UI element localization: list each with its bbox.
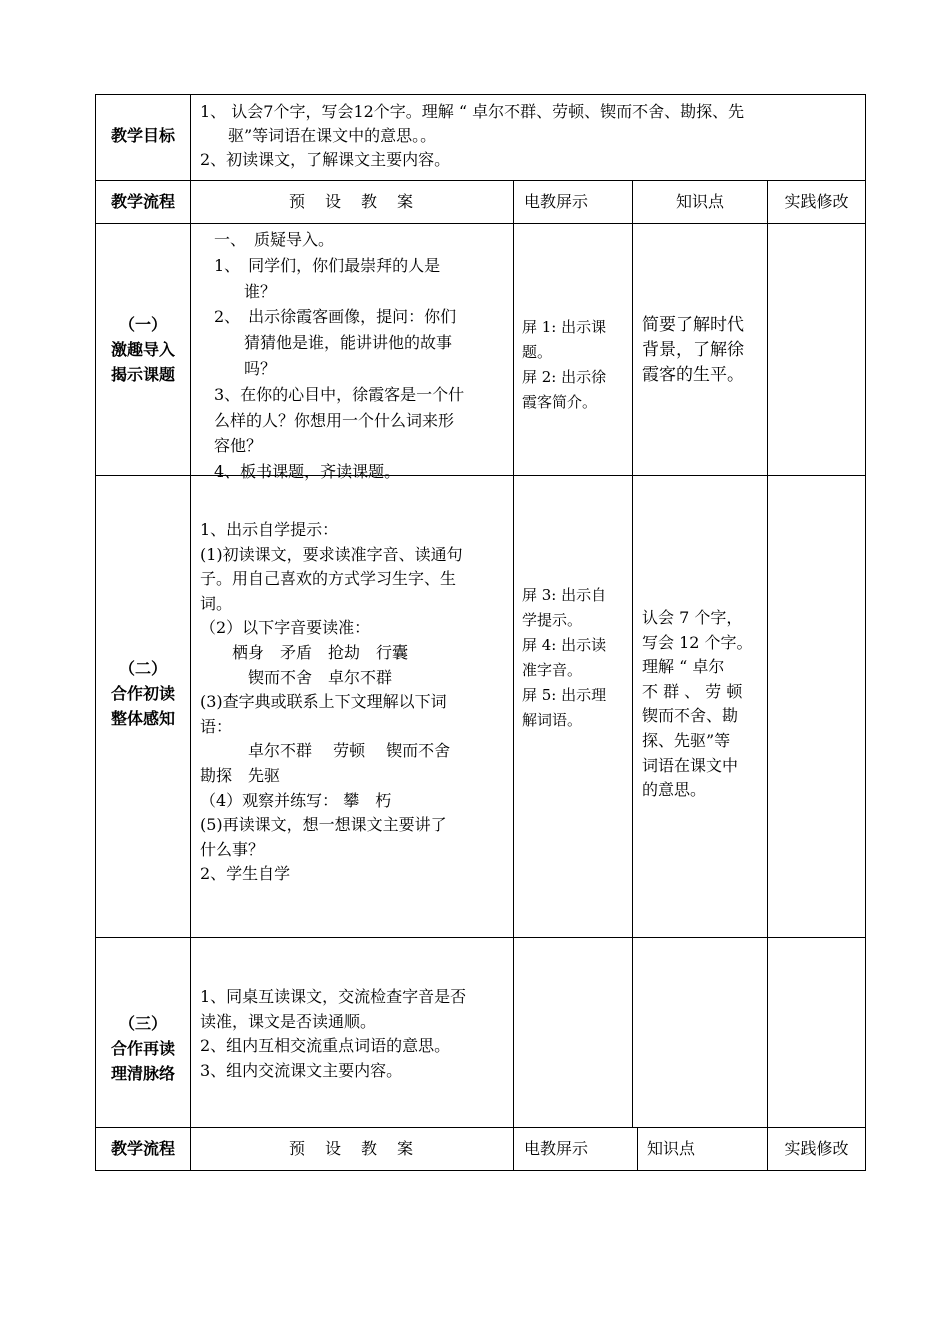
footer-screen: 电教屏示 — [524, 1139, 589, 1158]
knowledge-line: 探、先驱”等 — [642, 730, 731, 750]
section-3-plan — [200, 985, 508, 1083]
knowledge-line: 简要了解时代 — [642, 315, 744, 335]
goal-line: 1、 认会7个字，写会12个字。理解 “ 卓尔不群、劳顿、锲而不舍、勘探、先 — [200, 102, 745, 121]
section-3-title-line-1: 合作再读 — [110, 1039, 175, 1058]
plan-line: 3、组内交流课文主要内容。 — [200, 1060, 403, 1080]
section-1-knowledge — [642, 313, 764, 388]
section-1-title-line-2: 揭示课题 — [110, 365, 175, 384]
plan-line: 勘探 先驱 — [200, 765, 281, 785]
plan-line: 2、组内互相交流重点词语的意思。 — [200, 1036, 451, 1056]
screen-line: 学提示。 — [522, 611, 583, 629]
plan-line: 语： — [200, 716, 233, 736]
screen-line: 准字音。 — [522, 661, 583, 679]
plan-line: 读准，课文是否读通顺。 — [200, 1011, 377, 1031]
plan-line: 词。 — [200, 593, 233, 613]
screen-line: 解词语。 — [522, 711, 583, 729]
plan-line: (5)再读课文，想一想课文主要讲了 — [200, 815, 447, 835]
plan-line: 谁？ — [244, 281, 277, 301]
section-2-title-line-1: 合作初读 — [110, 684, 175, 703]
plan-line: 么样的人？你想用一个什么词来形 — [214, 410, 455, 430]
plan-line: 子。用自己喜欢的方式学习生字、生 — [200, 569, 457, 589]
plan-line: 栖身 矛盾 抢劫 行囊 — [200, 642, 409, 662]
screen-line: 屏 2: 出示徐 — [522, 368, 607, 386]
section-2-knowledge — [642, 606, 764, 803]
plan-line: 容他？ — [214, 436, 263, 456]
plan-line: 什么事？ — [200, 839, 265, 859]
knowledge-line: 霞客的生平。 — [642, 365, 744, 385]
section-1-plan — [200, 227, 508, 485]
section-1-label — [96, 312, 190, 387]
screen-line: 屏 5: 出示理 — [522, 686, 607, 704]
header-flow: 教学流程 — [110, 192, 175, 211]
footer-revise: 实践修改 — [784, 1139, 849, 1158]
screen-line: 屏 3: 出示自 — [522, 586, 607, 604]
screen-line: 霞客简介。 — [522, 393, 598, 411]
screen-line: 屏 1: 出示课 — [522, 318, 607, 336]
section-2-screen — [522, 583, 630, 733]
goal-line: 驱”等词语在课文中的意思。。 — [228, 126, 437, 145]
header-screen: 电教屏示 — [524, 192, 589, 211]
plan-line: 3、在你的心目中，徐霞客是一个什 — [214, 384, 465, 404]
knowledge-line: 认会 7 个字， — [642, 608, 743, 627]
plan-line: 1、 同学们，你们最崇拜的人是 — [214, 255, 441, 275]
plan-line: 一、 质疑导入。 — [214, 230, 335, 249]
knowledge-line: 写会 12 个字。 — [642, 632, 753, 652]
section-2-plan — [200, 518, 508, 887]
plan-line: 猜猜他是谁，能讲讲他的故事 — [244, 333, 453, 353]
plan-line: （4）观察并练写： 攀 朽 — [200, 790, 392, 810]
screen-line: 题。 — [522, 343, 553, 361]
section-3-label — [96, 1011, 190, 1086]
header-knowledge: 知识点 — [675, 192, 724, 211]
section-2-label — [96, 656, 190, 731]
header-plan: 预 设 教 案 — [288, 192, 415, 211]
section-1-title-line-1: 激趣导入 — [110, 340, 175, 359]
knowledge-line: 的意思。 — [642, 780, 707, 800]
plan-line: 2、学生自学 — [200, 864, 291, 884]
knowledge-line: 不 群 、 劳 顿 — [642, 681, 743, 701]
goal-line: 2、初读课文，了解课文主要内容。 — [200, 150, 451, 169]
plan-line: 2、 出示徐霞客画像，提问：你们 — [214, 307, 457, 327]
knowledge-line: 锲而不舍、勘 — [642, 706, 739, 726]
goal-content — [200, 100, 860, 172]
header-revise: 实践修改 — [784, 192, 849, 211]
section-2-number: （二） — [118, 659, 167, 678]
plan-line: 锲而不舍 卓尔不群 — [200, 667, 393, 687]
plan-line: 吗？ — [244, 358, 277, 378]
plan-line: (3)查字典或联系上下文理解以下词 — [200, 692, 447, 712]
plan-line: （2）以下字音要读准： — [200, 618, 371, 638]
plan-line: (1)初读课文，要求读准字音、读通句 — [200, 544, 463, 564]
knowledge-line: 理解 “ 卓尔 — [642, 657, 725, 677]
plan-line: 卓尔不群 劳顿 锲而不舍 — [200, 741, 451, 761]
plan-line: 1、同桌互读课文，交流检查字音是否 — [200, 987, 467, 1006]
section-3-title-line-2: 理清脉络 — [110, 1064, 175, 1083]
plan-line: 1、出示自学提示： — [200, 520, 339, 539]
screen-line: 屏 4: 出示读 — [522, 636, 607, 654]
footer-flow: 教学流程 — [110, 1139, 175, 1158]
knowledge-line: 词语在课文中 — [642, 755, 739, 775]
section-2-title-line-2: 整体感知 — [110, 709, 175, 728]
goal-label: 教学目标 — [110, 126, 175, 145]
section-3-number: （三） — [118, 1014, 167, 1033]
footer-knowledge: 知识点 — [647, 1139, 696, 1158]
knowledge-line: 背景，了解徐 — [642, 340, 744, 360]
plan-line: 4、板书课题，齐读课题。 — [214, 462, 401, 482]
section-1-screen — [522, 315, 630, 415]
section-1-number: （一） — [118, 315, 167, 334]
footer-plan: 预 设 教 案 — [288, 1139, 415, 1158]
